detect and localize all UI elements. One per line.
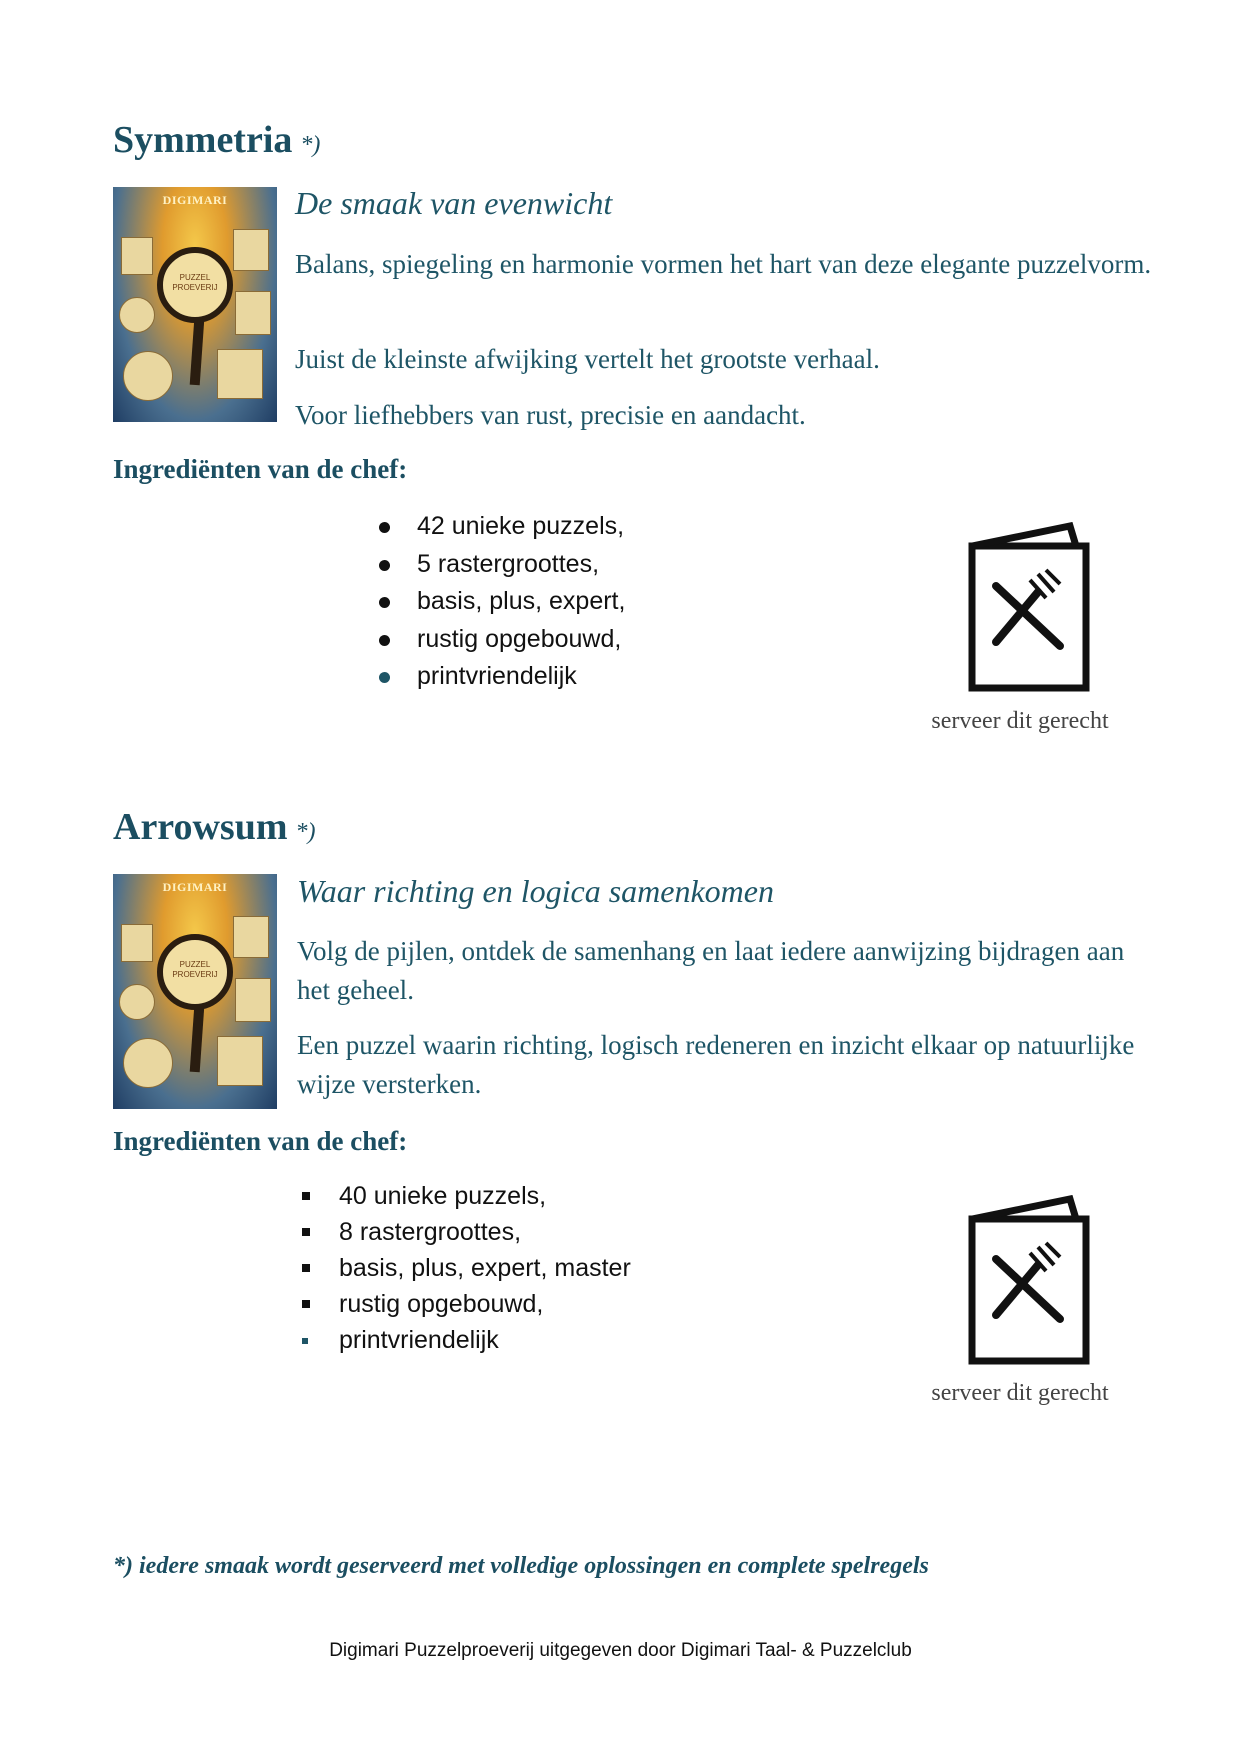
magnifier-lens-icon — [157, 934, 233, 1010]
book-cover-image — [113, 874, 277, 1109]
book-cover-image — [113, 187, 277, 422]
description-paragraph: Balans, spiegeling en harmonie vormen het hart van deze elegante puzzelvorm. — [295, 249, 1152, 279]
list-item: 5 rastergroottes, — [377, 546, 625, 584]
section-subtitle: De smaak van evenwicht — [295, 185, 613, 221]
serve-dish-label[interactable]: serveer dit gerecht — [931, 1380, 1109, 1406]
serve-dish-label[interactable]: serveer dit gerecht — [931, 708, 1109, 734]
cover-brand: DIGIMARI — [162, 880, 228, 894]
cover-brand: DIGIMARI — [162, 193, 228, 207]
list-item: printvriendelijk — [377, 658, 625, 696]
title-text: Arrowsum — [113, 806, 288, 848]
section-subtitle: Waar richting en logica samenkomen — [297, 873, 774, 909]
description-paragraph: Juist de kleinste afwijking vertelt het grootste verhaal. — [295, 344, 880, 374]
menu-card-fork-knife-icon[interactable] — [968, 522, 1090, 692]
footnote: *) iedere smaak wordt geserveerd met volledige oplossingen en complete spelregels — [113, 1553, 929, 1579]
magnifier-lens-icon — [157, 247, 233, 323]
description-paragraph: Voor liefhebbers van rust, precisie en aandacht. — [295, 400, 806, 430]
list-item: 40 unieke puzzels, — [300, 1178, 631, 1214]
title-footnote-mark: *) — [300, 132, 321, 158]
list-item: rustig opgebouwd, — [300, 1286, 631, 1322]
ingredients-list — [377, 508, 625, 696]
ingredients-heading: Ingrediënten van de chef: — [113, 1126, 408, 1156]
title-text: Symmetria — [113, 119, 293, 161]
description-paragraph: Volg de pijlen, ontdek de samenhang en laat iedere aanwijzing bijdragen aan het geheel. — [297, 936, 1125, 1005]
section-title — [113, 121, 320, 159]
section-title — [113, 808, 316, 846]
list-item: basis, plus, expert, — [377, 583, 625, 621]
menu-card-fork-knife-icon[interactable] — [968, 1195, 1090, 1365]
list-item: basis, plus, expert, master — [300, 1250, 631, 1286]
page-footer: Digimari Puzzelproeverij uitgegeven door Digimari Taal- & Puzzelclub — [329, 1640, 912, 1661]
list-item: 8 rastergroottes, — [300, 1214, 631, 1250]
description-paragraph: Een puzzel waarin richting, logisch redeneren en inzicht elkaar op natuurlijke wijze versterken. — [297, 1030, 1135, 1099]
ingredients-heading: Ingrediënten van de chef: — [113, 454, 408, 484]
list-item: 42 unieke puzzels, — [377, 508, 625, 546]
cover-lens-text: PUZZEL PROEVERIJ — [172, 273, 218, 292]
list-item: rustig opgebouwd, — [377, 621, 625, 659]
title-footnote-mark: *) — [295, 819, 316, 845]
ingredients-list — [300, 1178, 631, 1358]
list-item: printvriendelijk — [300, 1322, 631, 1358]
cover-lens-text: PUZZEL PROEVERIJ — [172, 960, 218, 979]
